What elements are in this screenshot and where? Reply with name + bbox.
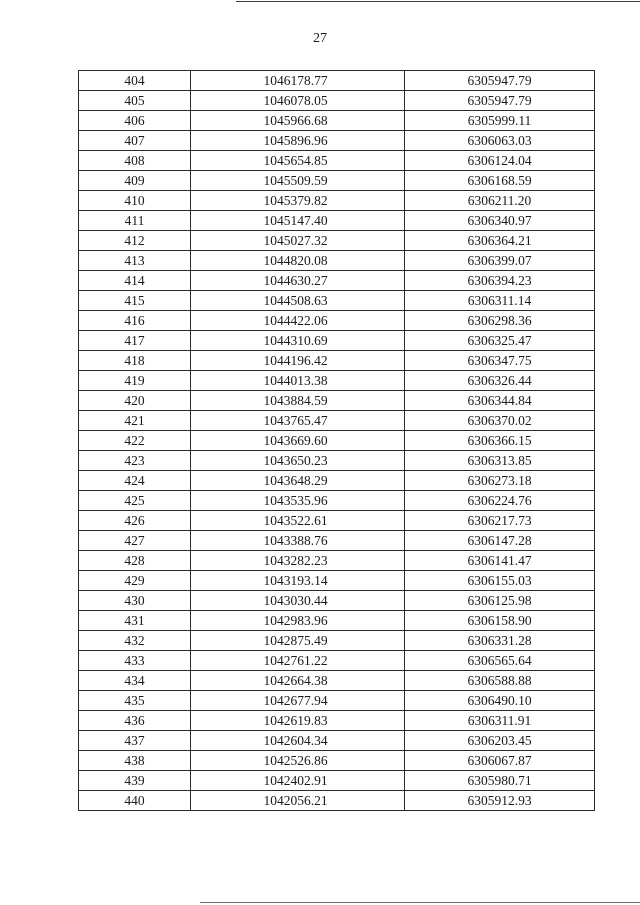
table-row [79, 351, 595, 371]
x-coordinate-cell: 1042526.86 [191, 751, 405, 771]
y-coordinate-cell: 6306217.73 [405, 511, 595, 531]
table-row [79, 451, 595, 471]
x-coordinate-cell: 1043884.59 [191, 391, 405, 411]
table-row [79, 171, 595, 191]
x-coordinate-cell: 1043388.76 [191, 531, 405, 551]
point-number-cell: 417 [79, 331, 191, 351]
x-coordinate-cell: 1043669.60 [191, 431, 405, 451]
x-coordinate-cell: 1042056.21 [191, 791, 405, 811]
point-number-cell: 435 [79, 691, 191, 711]
x-coordinate-cell: 1045027.32 [191, 231, 405, 251]
x-coordinate-cell: 1046078.05 [191, 91, 405, 111]
x-coordinate-cell: 1044508.63 [191, 291, 405, 311]
x-coordinate-cell: 1043282.23 [191, 551, 405, 571]
table-row [79, 551, 595, 571]
coordinates-table-body [79, 71, 595, 811]
y-coordinate-cell: 6306298.36 [405, 311, 595, 331]
table-row [79, 251, 595, 271]
table-row [79, 591, 595, 611]
table-row [79, 131, 595, 151]
x-coordinate-cell: 1044310.69 [191, 331, 405, 351]
table-row [79, 711, 595, 731]
point-number-cell: 433 [79, 651, 191, 671]
x-coordinate-cell: 1043765.47 [191, 411, 405, 431]
point-number-cell: 421 [79, 411, 191, 431]
x-coordinate-cell: 1043650.23 [191, 451, 405, 471]
point-number-cell: 406 [79, 111, 191, 131]
table-row [79, 371, 595, 391]
table-row [79, 331, 595, 351]
x-coordinate-cell: 1044820.08 [191, 251, 405, 271]
x-coordinate-cell: 1043522.61 [191, 511, 405, 531]
x-coordinate-cell: 1042619.83 [191, 711, 405, 731]
x-coordinate-cell: 1044196.42 [191, 351, 405, 371]
table-row [79, 231, 595, 251]
y-coordinate-cell: 6306273.18 [405, 471, 595, 491]
point-number-cell: 407 [79, 131, 191, 151]
table-row [79, 671, 595, 691]
y-coordinate-cell: 6306394.23 [405, 271, 595, 291]
x-coordinate-cell: 1044422.06 [191, 311, 405, 331]
y-coordinate-cell: 6306158.90 [405, 611, 595, 631]
table-row [79, 471, 595, 491]
x-coordinate-cell: 1045654.85 [191, 151, 405, 171]
point-number-cell: 422 [79, 431, 191, 451]
x-coordinate-cell: 1045896.96 [191, 131, 405, 151]
point-number-cell: 418 [79, 351, 191, 371]
coordinates-table [78, 70, 595, 811]
x-coordinate-cell: 1042983.96 [191, 611, 405, 631]
y-coordinate-cell: 6306347.75 [405, 351, 595, 371]
top-edge-rule [236, 1, 640, 2]
y-coordinate-cell: 6306325.47 [405, 331, 595, 351]
x-coordinate-cell: 1043030.44 [191, 591, 405, 611]
table-row [79, 611, 595, 631]
point-number-cell: 432 [79, 631, 191, 651]
point-number-cell: 438 [79, 751, 191, 771]
x-coordinate-cell: 1042677.94 [191, 691, 405, 711]
point-number-cell: 430 [79, 591, 191, 611]
y-coordinate-cell: 6306364.21 [405, 231, 595, 251]
point-number-cell: 423 [79, 451, 191, 471]
point-number-cell: 419 [79, 371, 191, 391]
point-number-cell: 426 [79, 511, 191, 531]
y-coordinate-cell: 6305912.93 [405, 791, 595, 811]
x-coordinate-cell: 1043193.14 [191, 571, 405, 591]
table-row [79, 571, 595, 591]
point-number-cell: 431 [79, 611, 191, 631]
point-number-cell: 436 [79, 711, 191, 731]
point-number-cell: 405 [79, 91, 191, 111]
y-coordinate-cell: 6306565.64 [405, 651, 595, 671]
table-row [79, 691, 595, 711]
point-number-cell: 415 [79, 291, 191, 311]
point-number-cell: 425 [79, 491, 191, 511]
y-coordinate-cell: 6306311.14 [405, 291, 595, 311]
y-coordinate-cell: 6305947.79 [405, 71, 595, 91]
y-coordinate-cell: 6306155.03 [405, 571, 595, 591]
y-coordinate-cell: 6306311.91 [405, 711, 595, 731]
point-number-cell: 434 [79, 671, 191, 691]
x-coordinate-cell: 1043535.96 [191, 491, 405, 511]
x-coordinate-cell: 1044630.27 [191, 271, 405, 291]
y-coordinate-cell: 6306168.59 [405, 171, 595, 191]
x-coordinate-cell: 1045966.68 [191, 111, 405, 131]
table-row [79, 191, 595, 211]
point-number-cell: 412 [79, 231, 191, 251]
table-row [79, 111, 595, 131]
y-coordinate-cell: 6306147.28 [405, 531, 595, 551]
point-number-cell: 408 [79, 151, 191, 171]
x-coordinate-cell: 1042875.49 [191, 631, 405, 651]
table-row [79, 91, 595, 111]
table-row [79, 491, 595, 511]
x-coordinate-cell: 1043648.29 [191, 471, 405, 491]
table-row [79, 651, 595, 671]
point-number-cell: 424 [79, 471, 191, 491]
y-coordinate-cell: 6306203.45 [405, 731, 595, 751]
table-row [79, 731, 595, 751]
point-number-cell: 404 [79, 71, 191, 91]
x-coordinate-cell: 1045147.40 [191, 211, 405, 231]
y-coordinate-cell: 6306326.44 [405, 371, 595, 391]
y-coordinate-cell: 6305999.11 [405, 111, 595, 131]
point-number-cell: 416 [79, 311, 191, 331]
table-row [79, 391, 595, 411]
table-row [79, 311, 595, 331]
table-row [79, 531, 595, 551]
y-coordinate-cell: 6306067.87 [405, 751, 595, 771]
y-coordinate-cell: 6306370.02 [405, 411, 595, 431]
y-coordinate-cell: 6306331.28 [405, 631, 595, 651]
y-coordinate-cell: 6306063.03 [405, 131, 595, 151]
y-coordinate-cell: 6306588.88 [405, 671, 595, 691]
table-row [79, 411, 595, 431]
table-row [79, 771, 595, 791]
point-number-cell: 437 [79, 731, 191, 751]
x-coordinate-cell: 1042761.22 [191, 651, 405, 671]
point-number-cell: 411 [79, 211, 191, 231]
table-row [79, 631, 595, 651]
x-coordinate-cell: 1042664.38 [191, 671, 405, 691]
point-number-cell: 414 [79, 271, 191, 291]
y-coordinate-cell: 6305980.71 [405, 771, 595, 791]
point-number-cell: 410 [79, 191, 191, 211]
bottom-edge-rule [200, 902, 640, 903]
y-coordinate-cell: 6306141.47 [405, 551, 595, 571]
table-row [79, 291, 595, 311]
table-row [79, 431, 595, 451]
point-number-cell: 429 [79, 571, 191, 591]
point-number-cell: 440 [79, 791, 191, 811]
table-row [79, 791, 595, 811]
y-coordinate-cell: 6305947.79 [405, 91, 595, 111]
point-number-cell: 428 [79, 551, 191, 571]
y-coordinate-cell: 6306124.04 [405, 151, 595, 171]
table-row [79, 71, 595, 91]
x-coordinate-cell: 1044013.38 [191, 371, 405, 391]
y-coordinate-cell: 6306125.98 [405, 591, 595, 611]
y-coordinate-cell: 6306399.07 [405, 251, 595, 271]
table-row [79, 271, 595, 291]
table-row [79, 151, 595, 171]
y-coordinate-cell: 6306490.10 [405, 691, 595, 711]
y-coordinate-cell: 6306366.15 [405, 431, 595, 451]
x-coordinate-cell: 1046178.77 [191, 71, 405, 91]
x-coordinate-cell: 1042402.91 [191, 771, 405, 791]
point-number-cell: 420 [79, 391, 191, 411]
table-row [79, 211, 595, 231]
x-coordinate-cell: 1045379.82 [191, 191, 405, 211]
x-coordinate-cell: 1045509.59 [191, 171, 405, 191]
point-number-cell: 427 [79, 531, 191, 551]
point-number-cell: 413 [79, 251, 191, 271]
table-row [79, 511, 595, 531]
y-coordinate-cell: 6306313.85 [405, 451, 595, 471]
table-row [79, 751, 595, 771]
point-number-cell: 439 [79, 771, 191, 791]
point-number-cell: 409 [79, 171, 191, 191]
y-coordinate-cell: 6306340.97 [405, 211, 595, 231]
y-coordinate-cell: 6306224.76 [405, 491, 595, 511]
x-coordinate-cell: 1042604.34 [191, 731, 405, 751]
y-coordinate-cell: 6306211.20 [405, 191, 595, 211]
y-coordinate-cell: 6306344.84 [405, 391, 595, 411]
page-number: 27 [313, 31, 327, 46]
